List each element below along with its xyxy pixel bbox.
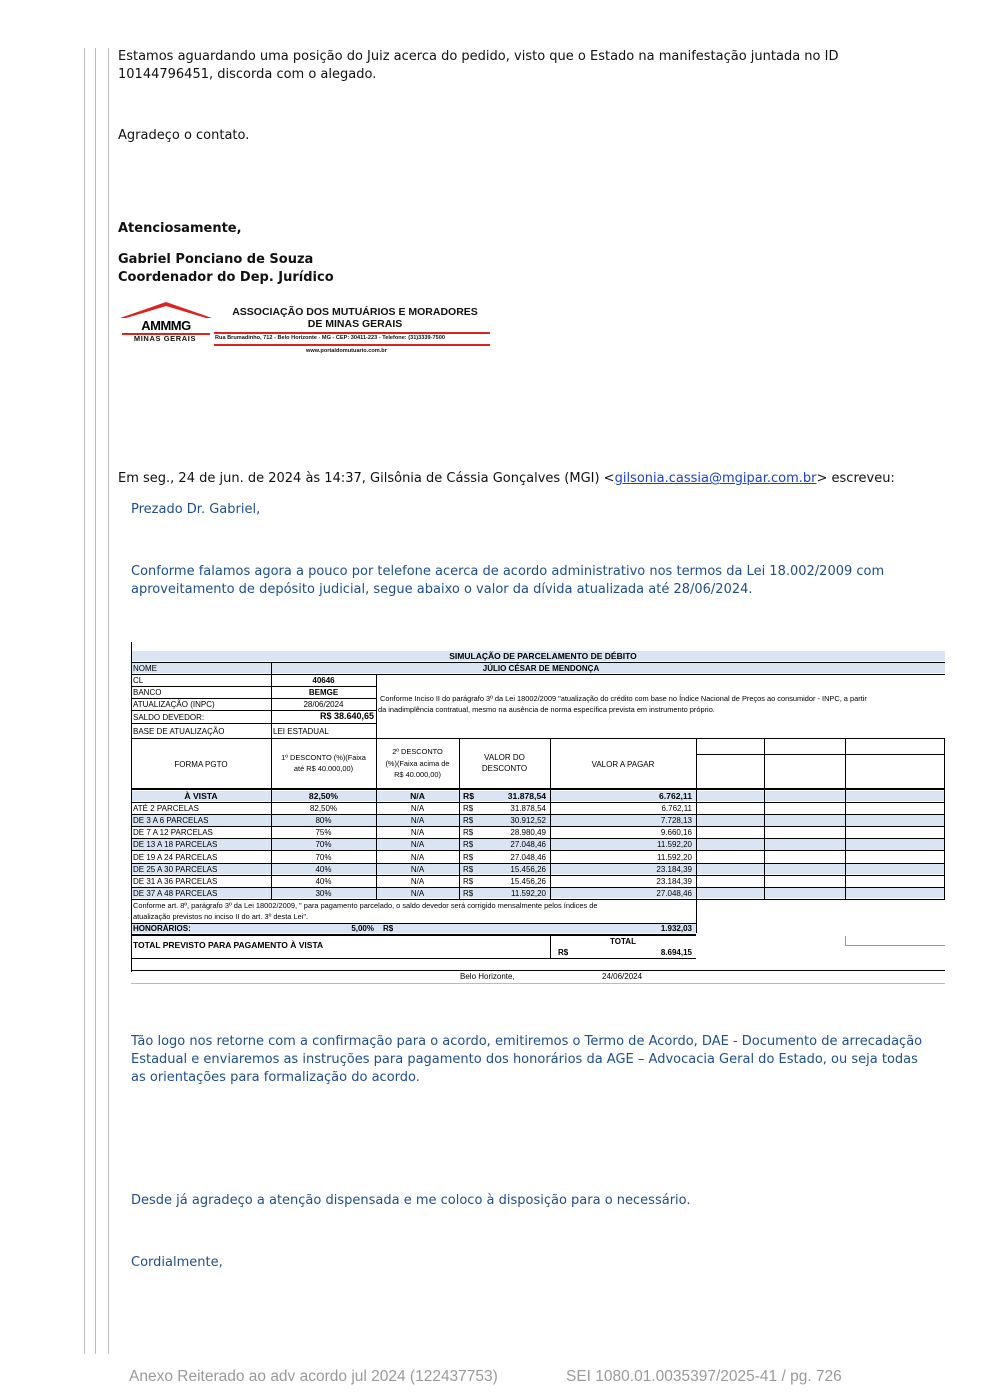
row-currency: R$ [463,804,474,814]
sheet-place: Belo Horizonte, [460,972,515,981]
quote-bar-middle [95,48,96,1354]
grid-line [944,738,945,899]
debt-simulation-table [131,642,945,987]
grid-line [131,958,696,959]
row-currency: R$ [463,791,474,801]
row-currency: R$ [463,888,474,898]
info-value-atualizacao: 28/06/2024 [303,700,344,709]
logo-org-line2: DE MINAS GERAIS [307,318,403,330]
quoted-paragraph-3: Desde já agradeço a atenção dispensada e me coloco à disposição para o necessário. [131,1193,691,1208]
row-forma: DE 7 A 12 PARCELAS [133,828,213,838]
info-value-banco: BEMGE [308,688,339,697]
header-desc2-l2: (%)(Faixa acima de [385,759,450,768]
row-currency: R$ [463,876,474,886]
row-forma: DE 19 A 24 PARCELAS [133,852,218,862]
row-desc1: 30% [315,888,332,898]
total-header: TOTAL [610,937,636,946]
row-desc2: N/A [410,840,425,850]
row-desc2: N/A [410,888,425,898]
grid-line [131,738,945,739]
info-label-banco: BANCO [133,688,162,697]
row-forma: DE 37 A 48 PARCELAS [133,888,218,898]
row-valor-desc: 31.878,54 [507,791,546,801]
grid-line [131,983,945,984]
row-currency: R$ [463,828,474,838]
footer-process-page: SEI 1080.01.0035397/2025-41 / pg. 726 [566,1368,842,1385]
grid-line [696,738,697,933]
row-forma: DE 13 A 18 PARCELAS [133,840,218,850]
footer-attachment: Anexo Reiterado ao adv acordo jul 2024 (122437753) [129,1368,498,1385]
row-valor-desc: 15.456,26 [510,864,546,874]
row-desc2: N/A [410,791,425,801]
total-currency: R$ [558,948,569,957]
row-valor-pagar: 9.660,16 [660,828,692,838]
row-forma: ATÉ 2 PARCELAS [133,804,199,814]
row-valor-pagar: 7.728,13 [660,816,692,826]
note-inpc-line1: Conforme Inciso II do parágrafo 3º da Lei 18002/2009 "atualização do crédito com base no Índice Nacional de Preços ao consumidor - INPC, a partir [380,694,867,703]
logo-website: www.portaldomutuario.com.br [306,348,387,354]
row-forma: DE 31 A 36 PARCELAS [133,876,218,886]
grid-line [764,738,765,899]
quote-bar-inner [108,48,109,1354]
header-desc2-l1: 2º DESCONTO [392,747,443,756]
note-inpc-line2: da inadimplência contratual, mesmo na ausência de norma específica prevista em instrumento próprio. [378,705,715,714]
info-label-nome: NOME [133,664,157,673]
logo-address: Rua Brumadinho, 712 - Belo Horizonte - MG - CEP: 30411-223 - Telefone: (31)3339-7500 [215,335,445,341]
row-desc2: N/A [410,852,425,862]
total-value: 8.694,15 [660,948,692,957]
row-valor-pagar: 11.592,20 [657,840,692,850]
row-desc2: N/A [410,816,425,826]
row-valor-pagar: 11.592,20 [657,852,692,862]
row-valor-desc: 27.048,46 [510,840,546,850]
row-valor-pagar: 6.762,11 [659,791,692,801]
grid-line [459,738,460,899]
row-valor-pagar: 23.184,39 [656,864,692,874]
row-valor-desc: 27.048,46 [510,852,546,862]
header-desc2-l3: R$ 40.000,00) [394,770,441,779]
grid-line [845,738,846,899]
quoted-paragraph-1: Conforme falamos agora a pouco por telefone acerca de acordo administrativo nos termos da Lei 18.002/2009 com aproveitamento de depósito judicial, segue abaixo o valor da dívida atualizada até 28/06/2024. [131,564,885,597]
header-valor-pagar: VALOR A PAGAR [591,760,655,769]
header-desc1-l1: 1º DESCONTO (%)(Faixa [281,753,366,762]
sheet-title: SIMULAÇÃO DE PARCELAMENTO DE DÉBITO [449,651,637,661]
row-valor-desc: 11.592,20 [511,888,546,898]
row-valor-pagar: 6.762,11 [661,804,692,814]
row-desc1: 82,50% [309,804,338,814]
row-desc1: 75% [315,828,332,838]
grid-line [550,738,551,899]
quoted-greeting: Prezado Dr. Gabriel, [131,502,261,517]
grid-line [376,738,377,899]
row-currency: R$ [463,816,474,826]
honorarios-pct: 5,00% [351,924,374,933]
sender-email-link[interactable]: gilsonia.cassia@mgipar.com.br [614,471,817,486]
row-desc1: 70% [315,840,332,850]
honorarios-label: HONORÁRIOS: [133,924,191,933]
row-valor-desc: 15.456,26 [510,876,546,886]
grid-line [696,754,945,755]
row-desc2: N/A [410,864,425,874]
honorarios-currency: R$ [383,924,394,933]
row-desc1: 70% [315,852,332,862]
row-valor-desc: 28.980,49 [510,828,546,838]
info-label-cl: CL [133,676,144,685]
row-forma: À VISTA [184,791,218,801]
row-desc2: N/A [410,876,425,886]
signer-name: Gabriel Ponciano de Souza [118,252,314,267]
row-desc2: N/A [410,828,425,838]
grid-line [271,662,272,738]
info-value-nome: JÚLIO CÉSAR DE MENDONÇA [482,664,600,673]
reply-paragraph: Estamos aguardando uma posição do Juiz acerca do pedido, visto que o Estado na manifestação juntada no ID 10144796451, discorda com o alegado. [118,49,839,82]
logo-red-rule-top [214,332,490,334]
row-currency: R$ [463,864,474,874]
quoted-paragraph-2: Tão logo nos retorne com a confirmação para o acordo, emitiremos o Termo de Acordo, DAE - Documento de arrecadação Estadual e enviaremos as instruções para pagamento dos honorários da AGE – Advocacia Geral do Estado, ou seja todas as orientações para formalização do acordo. [131,1034,923,1085]
logo-acronym: AMMMG [141,318,191,333]
header-valor-desc-l1: VALOR DO [484,753,525,762]
note-art8-line2: atualização previstos no inciso II do art. 3º desta Lei". [133,912,308,921]
row-desc1: 82,50% [308,791,339,801]
grid-line [131,788,945,790]
grid-line [271,738,272,899]
reply-closing: Atenciosamente, [118,221,242,236]
honorarios-value: 1.932,03 [660,924,692,933]
logo-org-name [220,306,490,330]
row-desc2: N/A [410,804,425,814]
sheet-date: 24/06/2024 [602,972,643,981]
header-desc1-l2: até R$ 40.000,00) [293,764,354,773]
note-art8-line1: Conforme art. 8º, parágrafo 3º da Lei 18002/2009, " para pagamento parcelado, o saldo devedor será corrigido mensalmente pelos índices de [133,901,598,910]
info-value-base: LEI ESTADUAL [273,727,329,736]
info-value-saldo: R$ 38.640,65 [319,711,374,721]
quote-header-prefix: Em seg., 24 de jun. de 2024 às 14:37, Gilsônia de Cássia Gonçalves (MGI) < [118,471,615,486]
row-currency: R$ [463,840,474,850]
grid-line [131,970,945,971]
grid-line [845,945,945,946]
row-desc1: 80% [315,816,332,826]
quoted-closing: Cordialmente, [131,1255,223,1270]
total-label: TOTAL PREVISTO PARA PAGAMENTO À VISTA [133,940,324,950]
quote-bar-outer [84,48,85,1354]
ammmg-logo [118,300,490,358]
row-forma: DE 25 A 30 PARCELAS [133,864,218,874]
header-forma: FORMA PGTO [174,760,228,769]
row-desc1: 40% [315,864,332,874]
info-value-cl: 40646 [312,676,335,685]
grid-line [131,723,376,724]
signer-role: Coordenador do Dep. Jurídico [118,270,334,285]
header-valor-desc-l2: DESCONTO [481,764,528,773]
logo-region: MINAS GERAIS [133,334,197,343]
info-label-saldo: SALDO DEVEDOR: [133,713,205,722]
grid-line [376,674,377,738]
row-currency: R$ [463,852,474,862]
row-valor-desc: 31.878,54 [510,804,546,814]
row-valor-desc: 30.912,52 [510,816,546,826]
quote-header [118,470,895,488]
logo-red-rule-bottom [214,344,490,346]
row-desc1: 40% [315,876,332,886]
info-label-atualizacao: ATUALIZAÇÃO (INPC) [133,700,215,709]
logo-org-line1: ASSOCIAÇÃO DOS MUTUÁRIOS E MORADORES [232,306,478,318]
grid-line [131,674,945,675]
row-valor-pagar: 23.184,39 [656,876,692,886]
info-label-base: BASE DE ATUALIZAÇÃO [133,727,225,736]
grid-line [845,936,846,946]
row-valor-pagar: 27.048,46 [656,888,692,898]
quote-header-suffix: > escreveu: [816,471,895,486]
reply-thanks: Agradeço o contato. [118,128,250,143]
row-forma: DE 3 A 6 PARCELAS [133,816,209,826]
